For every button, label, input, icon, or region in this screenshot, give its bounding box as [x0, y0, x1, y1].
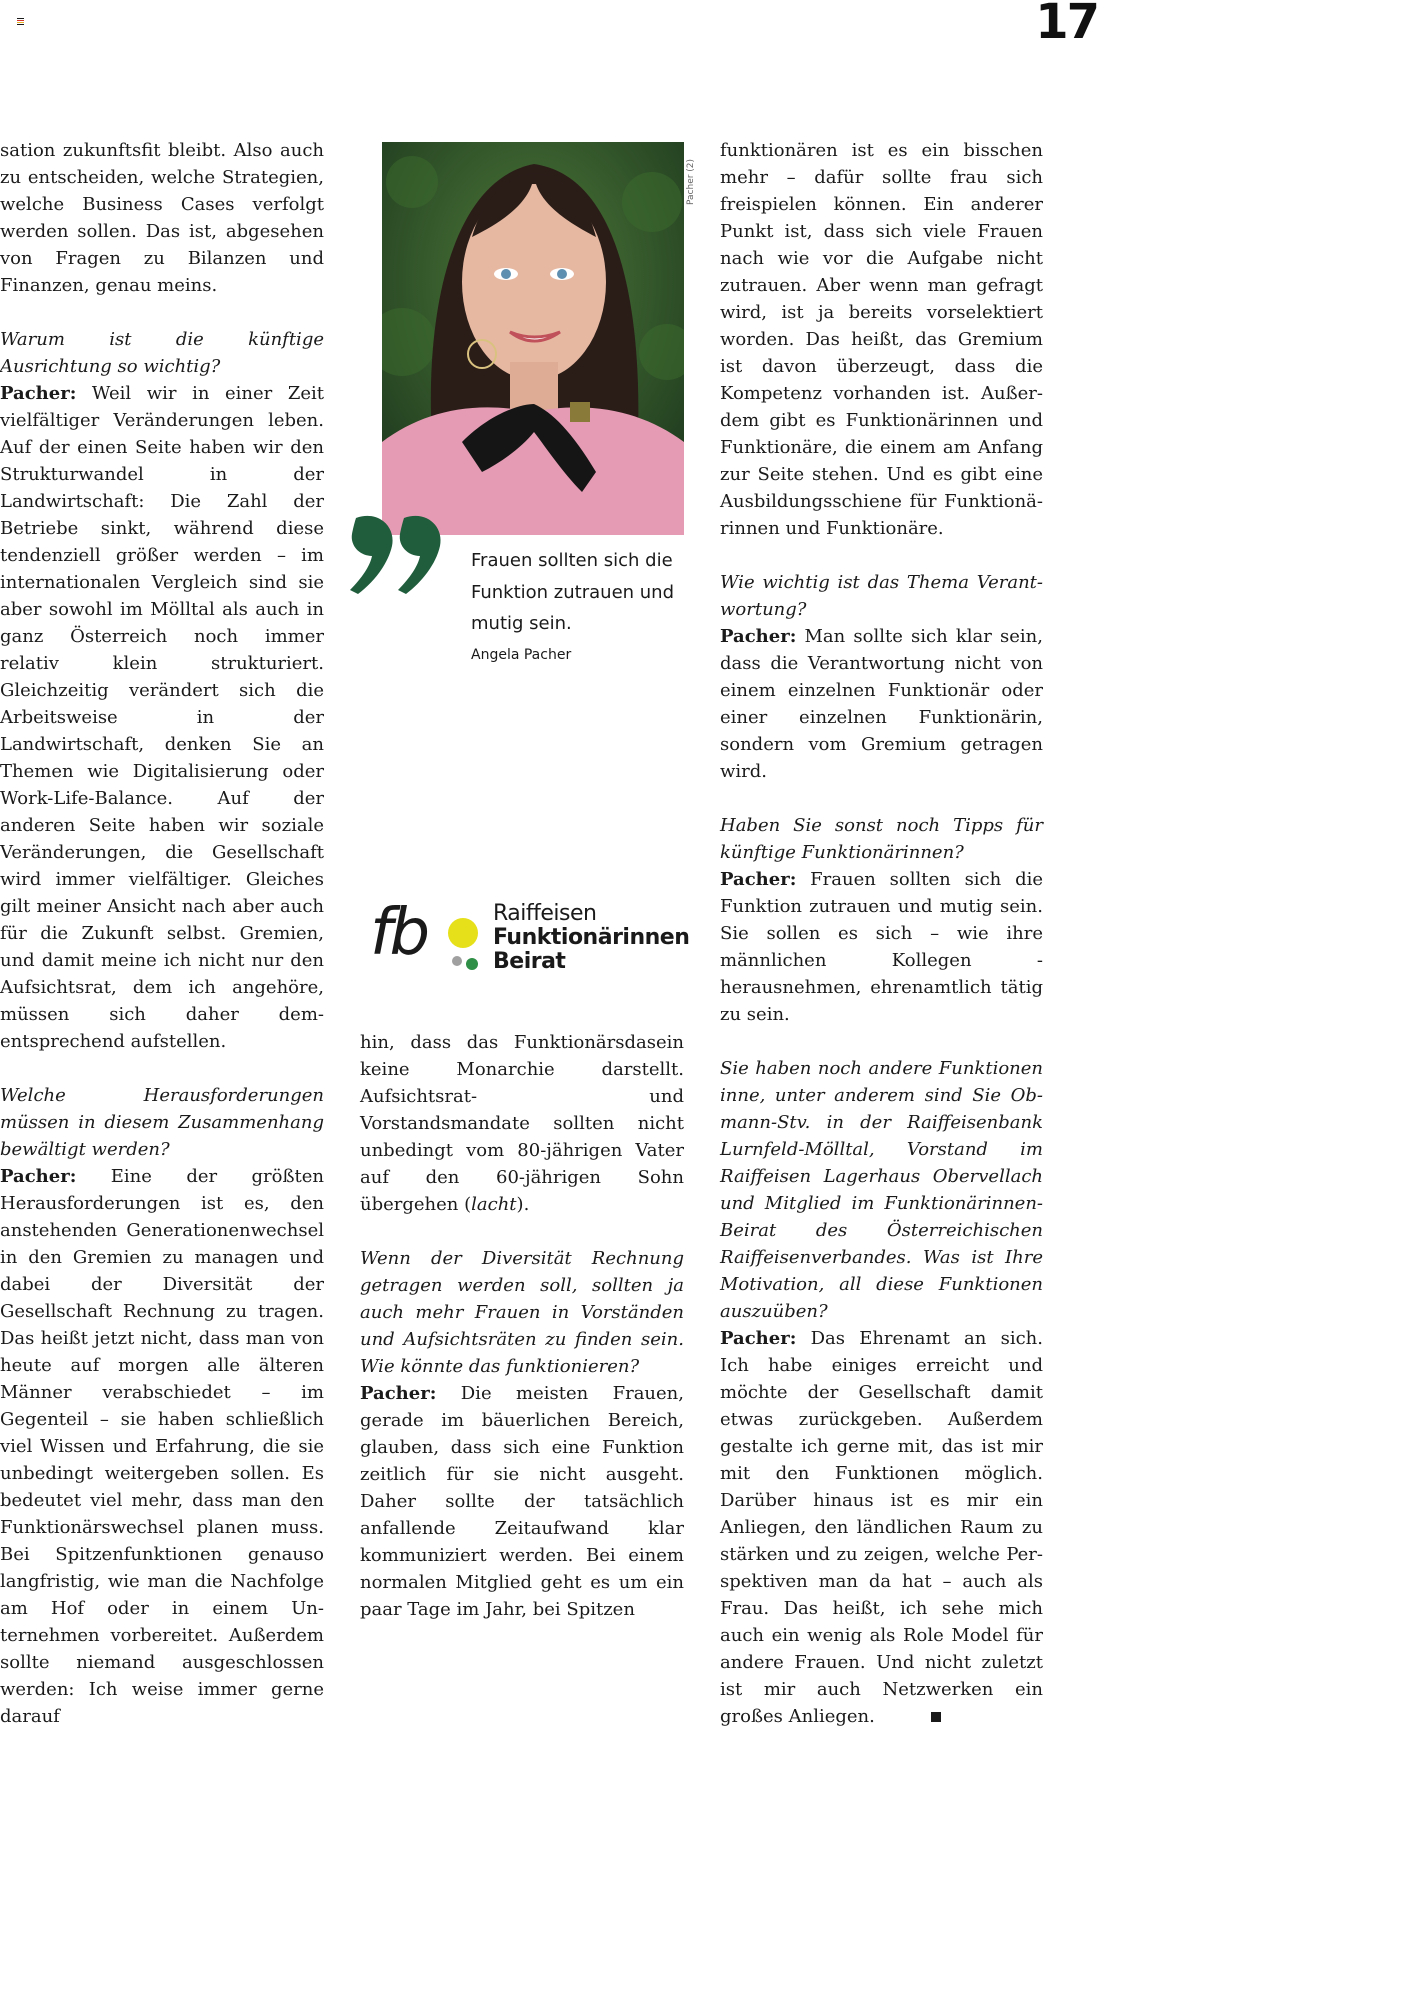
interview-question: Welche Herausforderungen müssen in diesem Zusammenhang bewältigt werden?: [0, 1085, 324, 1160]
answer-text: Man sollte sich klar sein, dass die Verantwortung nicht von einem einzelnen Funktionär oder einer einzelnen Funktionärin, sondern vom Gremium getragen wird.: [720, 626, 1043, 782]
logo-dot-icon: [466, 958, 478, 970]
quote-author: Angela Pacher: [471, 647, 572, 663]
interview-answer: [360, 1380, 684, 1623]
end-mark-icon: [931, 1712, 941, 1722]
speaker-name: Pacher:: [0, 383, 77, 404]
speaker-name: Pacher:: [720, 1328, 797, 1349]
answer-italic: lacht: [471, 1194, 517, 1215]
speaker-name: Pacher:: [0, 1166, 77, 1187]
answer-text: sation zukunftsfit bleibt. Also auch zu entscheiden, welche Strategien, welche Business Cases verfolgt werden sollen. Das ist, abgesehen von Fragen zu Bilanzen und Finanzen, genau meins.: [0, 140, 324, 296]
interview-answer: [720, 866, 1043, 1028]
answer-text: Eine der größten Herausforderungen ist es, den anstehenden Generationenwechsel in den Gremien zu managen und dabei der Diversität der Gesellschaft Rechnung zu tragen. Das heißt jetzt nicht, dass man von heute auf morgen alle älteren Männer verabschiedet – im Gegenteil – sie haben schließlich viel Wissen und Erfahrung, die sie unbedingt weitergeben sollen. Es bedeutet viel mehr, dass man den Funktionärswechsel planen muss. Bei Spitzenfunktionen genauso langfristig, wie man die Nachfolge am Hof oder in einem Unternehmen vorbereitet. Außerdem sollte niemand ausgeschlossen werden: Ich weise immer gerne darauf: [0, 1166, 324, 1727]
interview-answer: [720, 623, 1043, 785]
quote-mark-icon: [348, 510, 448, 594]
interview-answer: [0, 137, 324, 299]
interview-question: Wenn der Diversität Rechnung getragen werden soll, sollten ja auch mehr Frauen in Vorständen und Aufsichtsräten zu finden sein. Wie könnte das funktionieren?: [360, 1248, 684, 1377]
interview-question: Warum ist die künftige Ausrichtung so wichtig?: [0, 329, 324, 377]
page-number: 17: [1035, 0, 1098, 50]
article-column-right: [720, 137, 1043, 1757]
interview-question: Wie wichtig ist das Thema Verantwortung?: [720, 572, 1043, 620]
article-column-middle: [360, 1029, 684, 1650]
raiffeisen-funktionaerinnen-beirat-logo: [360, 888, 688, 996]
logo-line-3: Beirat: [493, 949, 566, 974]
photo-credit: Pacher (2): [686, 158, 696, 205]
interview-answer: [0, 380, 324, 1055]
answer-text: Das Ehrenamt an sich. Ich habe einiges erreicht und möchte der Gesellschaft damit etwas zurückgeben. Außerdem gestalte ich gerne mit, das ist mir mit den Funktionen möglich. Darüber hinaus ist es mir ein Anliegen, den ländlichen Raum zu stärken und zu zeigen, welche Perspektiven man da hat – auch als Frau. Das heißt, ich sehe mich auch ein wenig als Role Model für andere Frauen. Und nicht zuletzt ist mir auch Netzwerken ein großes Anliegen.: [720, 1328, 1043, 1727]
speaker-name: Pacher:: [720, 626, 797, 647]
speaker-name: Pacher:: [720, 869, 797, 890]
logo-line-2: Funktionärinnen: [493, 925, 690, 950]
interview-answer: [0, 1163, 324, 1730]
interview-question: Sie haben noch andere Funktionen inne, unter anderem sind Sie Obmann-Stv. in der Raiffeisenbank Lurnfeld-Mölltal, Vorstand im Raiffeisen Lagerhaus Obervellach und Mitglied im Funktionärinnen-Beirat des Österreichischen Raiffeisenverbandes. Was ist Ihre Motivation, all diese Funktionen auszuüben?: [720, 1058, 1043, 1322]
menu-mark-icon: [17, 18, 24, 26]
logo-text: [493, 902, 689, 974]
logo-dot-icon: [448, 918, 478, 948]
answer-text: Die meisten Frauen, gerade im bäuerlichen Bereich, glauben, dass sich eine Funktion zeitlich für sie nicht ausgeht. Daher sollte der tatsächlich anfallende Zeitaufwand klar kommuniziert werden. Bei einem normalen Mitglied geht es um ein paar Tage im Jahr, bei Spitzen: [360, 1383, 684, 1620]
logo-mark: fb: [370, 896, 428, 970]
logo-line-1: Raiffeisen: [493, 901, 597, 926]
answer-text: Frauen sollten sich die Funktion zutrauen und mutig sein. Sie sollen es sich – wie ihre männlichen Kollegen - herausnehmen, ehrenamtlich tätig zu sein.: [720, 869, 1043, 1025]
answer-text: Weil wir in einer Zeit vielfältiger Veränderungen leben. Auf der einen Seite haben wir den Strukturwandel in der Landwirtschaft: Die Zahl der Betriebe sinkt, während diese tendenziell größer werden – im internationalen Vergleich sind sie aber sowohl im Mölltal als auch in ganz Österreich noch immer relativ klein strukturiert. Gleichzeitig verändert sich die Arbeitsweise in der Landwirtschaft, denken Sie an Themen wie Digitalisierung oder Work-Life-Balance. Auf der anderen Seite haben wir soziale Veränderungen, die Gesellschaft wird immer vielfältiger. Gleiches gilt meiner Ansicht nach aber auch für die Zukunft selbst. Gremien, und damit meine ich nicht nur den Aufsichtsrat, dem ich angehöre, müssen sich daher dementsprechend aufstellen.: [0, 383, 324, 1052]
answer-tail: ).: [516, 1194, 530, 1215]
answer-text: funktionären ist es ein bisschen mehr – dafür sollte frau sich freispielen können. Ein anderer Punkt ist, dass sich viele Frauen nach wie vor die Aufgabe nicht zutrauen. Aber wenn man gefragt wird, ist ja bereits vorselektiert worden. Das heißt, das Gremium ist davon überzeugt, dass die Kompetenz vorhanden ist. Außerdem gibt es Funktionärinnen und Funktionäre, die einem am Anfang zur Seite stehen. Und es gibt eine Ausbildungsschiene für Funktionärinnen und Funktionäre.: [720, 140, 1043, 539]
portrait-photo: [382, 142, 684, 535]
article-column-left: [0, 137, 324, 1757]
portrait-photo-icon: [382, 142, 684, 535]
answer-text: hin, dass das Funktionärsdasein keine Monarchie darstellt. Aufsichtsrat- und Vorstandsmandate sollten nicht unbedingt vom 80-jährigen Vater auf den 60-jährigen Sohn übergehen (: [360, 1032, 684, 1215]
interview-answer: [720, 137, 1043, 542]
logo-dot-icon: [452, 956, 462, 966]
interview-answer: [720, 1325, 1043, 1730]
interview-answer: [360, 1029, 684, 1218]
speaker-name: Pacher:: [360, 1383, 437, 1404]
pull-quote: Frauen sollten sich die Funktion zutrauen und mutig sein.: [471, 550, 675, 634]
interview-question: Haben Sie sonst noch Tipps für künftige Funktionärinnen?: [720, 815, 1043, 863]
